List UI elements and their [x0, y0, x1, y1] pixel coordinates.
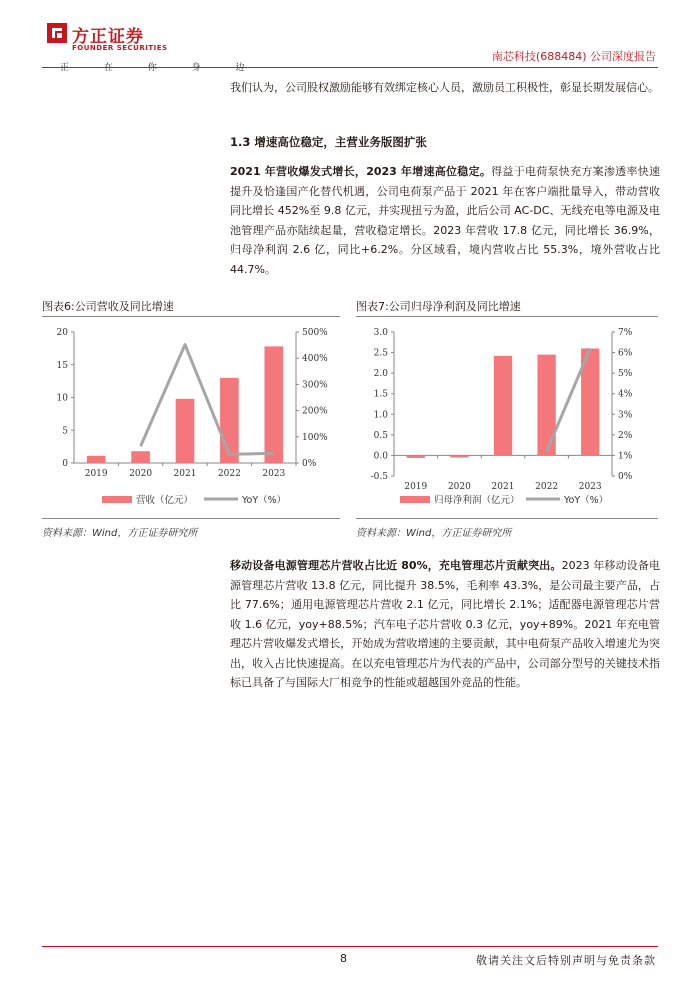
- bar: [131, 451, 150, 463]
- right-tick-label: 3%: [618, 410, 633, 421]
- right-tick-label: 1%: [618, 451, 633, 462]
- right-tick-label: 0%: [618, 472, 633, 482]
- figure-6-top-rule: [42, 316, 340, 317]
- right-tick-label: 5%: [618, 369, 633, 380]
- paragraph-revenue: [230, 162, 660, 279]
- x-tick-label: 2020: [129, 469, 153, 479]
- x-tick-label: 2022: [217, 469, 241, 479]
- paragraph-text: 得益于电荷泵快充方案渗透率快速提升及恰逢国产化替代机遇，公司电荷泵产品于 2021 年在客户端批量导入，带动营收同比增长 452%至 9.8 亿元，并实现扭亏为盈，此后公司 AC-DC、无线充电等电源及电池管理产品亦陆续起量，营收稳定增长。2023 年营收 17.8 亿元，同比增长 36.9%，归母净利润 2.6 亿，同比+6.2%。分区域看，境内营收占比 55.3%，境外营收占比 44.7%。: [230, 165, 661, 276]
- right-tick-label: 6%: [618, 348, 633, 359]
- yoy-line: [141, 345, 274, 455]
- left-tick-label: 2.0: [373, 369, 388, 380]
- slogan: 正 在 你 身 边: [60, 63, 255, 73]
- right-tick-label: 4%: [618, 389, 633, 400]
- logo-text: 方正证券: [72, 27, 144, 47]
- right-tick-label: 500%: [302, 328, 328, 338]
- legend-revenue-label: 营收（亿元）: [136, 495, 194, 506]
- x-tick-label: 2020: [447, 482, 471, 492]
- logo-english: FOUNDER SECURITIES: [72, 44, 168, 52]
- paragraph-products: [230, 556, 660, 693]
- left-tick-label: 1.5: [373, 389, 388, 400]
- section-title: 1.3 增速高位稳定，主营业务版图扩张: [230, 135, 427, 149]
- bar: [450, 455, 468, 457]
- right-tick-label: 0%: [302, 459, 317, 469]
- bar: [220, 378, 239, 463]
- legend-profit-swatch: [400, 496, 430, 503]
- right-tick-label: 7%: [618, 328, 633, 338]
- bar: [176, 399, 195, 463]
- x-tick-label: 2019: [404, 482, 428, 492]
- bar: [407, 455, 425, 457]
- figure-7-title: 图表7:公司归母净利润及同比增速: [356, 300, 521, 313]
- paragraph-text: 2023 年移动设备电源管理芯片营收 13.8 亿元，同比提升 38.5%，毛利率 43.3%，是公司最主要产品，占比 77.6%；通用电源管理芯片营收 2.1 亿元，同比增长 2.1%；适配器电源管理芯片营收 1.6 亿元，yoy+88.5%；汽车电子芯片营收 0.3 亿元，yoy+89%。2021 年充电管理芯片营收爆发式增长，开始成为营收增速的主要贡献，其中电荷泵产品收入增速尤为突出，收入占比快速提高。在以充电管理芯片为代表的产品中，公司部分型号的关键技术指标已具备了与国际大厂相竞争的性能或超越国外竞品的性能。: [230, 559, 660, 689]
- left-tick-label: 0.5: [373, 430, 388, 441]
- left-tick-label: -0.5: [370, 472, 388, 482]
- x-tick-label: 2023: [578, 482, 602, 492]
- paragraph-lead: 移动设备电源管理芯片营收占比近 80%，充电管理芯片贡献突出。: [230, 559, 562, 572]
- right-tick-label: 200%: [302, 406, 328, 417]
- left-tick-label: 20: [56, 328, 68, 338]
- intro-paragraph: 我们认为，公司股权激励能够有效绑定核心人员，激励员工积极性，彰显长期发展信心。: [230, 81, 659, 94]
- revenue-chart: [42, 318, 340, 516]
- figure-7-bottom-rule: [356, 518, 658, 519]
- right-tick-label: 400%: [302, 354, 328, 365]
- figure-6-source: 资料来源：Wind，方正证券研究所: [42, 528, 198, 539]
- bar: [537, 355, 555, 456]
- right-tick-label: 100%: [302, 432, 328, 443]
- disclaimer-note: 敬请关注文后特别声明与免责条款: [476, 954, 656, 967]
- legend-revenue-swatch: [102, 496, 132, 503]
- bar: [87, 456, 106, 463]
- figure-6-bottom-rule: [42, 518, 340, 519]
- report-title: 南芯科技(688484) 公司深度报告: [491, 50, 656, 63]
- page-number: 8: [340, 952, 347, 965]
- header-divider: [42, 67, 658, 68]
- x-tick-label: 2022: [535, 482, 559, 492]
- figure-6-title: 图表6:公司营收及同比增速: [42, 300, 174, 313]
- net-profit-chart: [356, 318, 658, 516]
- figure-7-top-rule: [356, 316, 658, 317]
- paragraph-lead: 2021 年营收爆发式增长，2023 年增速高位稳定。: [230, 165, 492, 178]
- left-tick-label: 0: [62, 459, 68, 469]
- founder-logo-icon: [46, 22, 68, 44]
- right-tick-label: 300%: [302, 380, 328, 391]
- bar: [264, 346, 283, 463]
- x-tick-label: 2019: [84, 469, 108, 479]
- left-tick-label: 2.5: [373, 348, 388, 359]
- left-tick-label: 1.0: [373, 410, 388, 421]
- left-tick-label: 5: [62, 426, 68, 437]
- left-tick-label: 0.0: [373, 451, 388, 462]
- bar: [494, 356, 512, 456]
- left-tick-label: 3.0: [373, 328, 388, 338]
- x-tick-label: 2021: [491, 482, 515, 492]
- footer-divider: [42, 946, 658, 947]
- legend-yoy-label: YoY（%）: [242, 495, 287, 506]
- x-tick-label: 2023: [262, 469, 286, 479]
- left-tick-label: 15: [56, 360, 68, 371]
- x-tick-label: 2021: [173, 469, 197, 479]
- legend-profit-label: 归母净利润（亿元）: [434, 495, 520, 506]
- left-tick-label: 10: [56, 393, 68, 404]
- right-tick-label: 2%: [618, 430, 633, 441]
- figure-7-source: 资料来源：Wind，方正证券研究所: [356, 528, 512, 539]
- legend-yoy-label: YoY（%）: [564, 495, 609, 506]
